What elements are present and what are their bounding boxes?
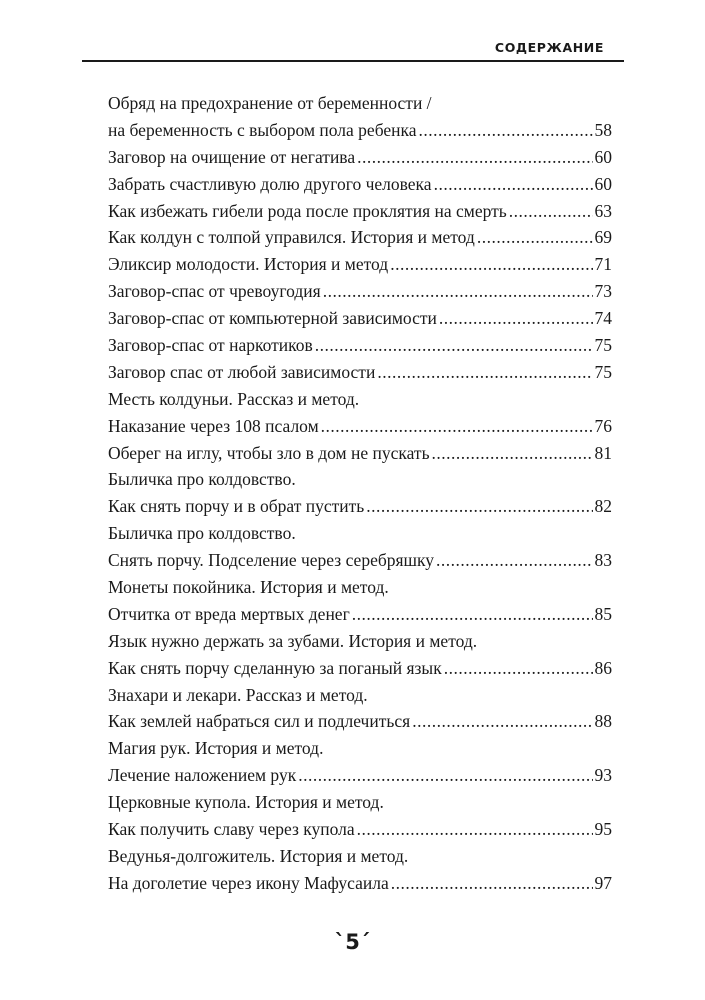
toc-entry-title: Оберег на иглу, чтобы зло в дом не пускать <box>108 442 430 463</box>
toc-entry[interactable] <box>108 816 612 843</box>
toc-entry-title: Лечение наложением рук <box>108 765 297 786</box>
dot-leader <box>434 171 593 198</box>
toc-entry[interactable] <box>108 413 612 440</box>
dot-leader <box>391 870 593 897</box>
toc-entry[interactable] <box>108 466 612 493</box>
toc-entry-title: Язык нужно держать за зубами. История и метод. <box>108 630 478 651</box>
toc-entry-page: 83 <box>594 550 612 571</box>
toc-entry[interactable] <box>108 493 612 520</box>
toc-entry[interactable] <box>108 843 612 870</box>
toc-entry[interactable] <box>108 224 612 251</box>
dot-leader <box>509 198 593 225</box>
toc-entry[interactable] <box>108 117 612 144</box>
toc-entry-page: 58 <box>594 119 612 140</box>
toc-entry-title: Быличка про колдовство. <box>108 469 296 490</box>
dot-leader <box>377 359 592 386</box>
dot-leader <box>366 493 592 520</box>
toc-entry-title: Заговор на очищение от негатива <box>108 146 356 167</box>
toc-entry-page: 93 <box>594 765 612 786</box>
toc-entry[interactable] <box>108 90 612 117</box>
toc-entry[interactable] <box>108 547 612 574</box>
toc-entry-page: 74 <box>594 308 612 329</box>
toc-entry[interactable] <box>108 870 612 897</box>
toc-entry-title: Монеты покойника. История и метод. <box>108 577 389 598</box>
toc-entry-title: Как землей набраться сил и подлечиться <box>108 711 411 732</box>
toc-entry-title: Ведунья-долгожитель. История и метод. <box>108 845 409 866</box>
dot-leader <box>412 708 592 735</box>
toc-entry[interactable] <box>108 359 612 386</box>
dot-leader <box>439 305 593 332</box>
toc-entry[interactable] <box>108 682 612 709</box>
toc-entry-page: 82 <box>594 496 612 517</box>
dot-leader <box>432 440 593 467</box>
dot-leader <box>357 144 592 171</box>
toc-entry[interactable] <box>108 574 612 601</box>
toc-entry-page: 60 <box>594 146 612 167</box>
toc-entry-page: 85 <box>594 603 612 624</box>
toc-entry[interactable] <box>108 386 612 413</box>
dot-leader <box>436 547 592 574</box>
toc-entry[interactable] <box>108 144 612 171</box>
dot-leader <box>352 601 593 628</box>
toc-entry-page: 76 <box>594 415 612 436</box>
toc-entry-title: Снять порчу. Подселение через серебряшку <box>108 550 435 571</box>
toc-entry-page: 75 <box>594 361 612 382</box>
dot-leader <box>298 762 592 789</box>
dot-leader <box>390 251 592 278</box>
dot-leader <box>419 117 593 144</box>
toc-entry-page: 60 <box>594 173 612 194</box>
toc-entry-title: Как снять порчу сделанную за поганый язык <box>108 657 442 678</box>
toc-entry[interactable] <box>108 789 612 816</box>
toc-entry-title: Магия рук. История и метод. <box>108 738 324 759</box>
table-of-contents <box>108 90 612 897</box>
toc-entry-title: Забрать счастливую долю другого человека <box>108 173 432 194</box>
toc-entry-title: Церковные купола. История и метод. <box>108 792 384 813</box>
toc-entry[interactable] <box>108 278 612 305</box>
dot-leader <box>315 332 593 359</box>
toc-entry-page: 73 <box>594 281 612 302</box>
toc-entry[interactable] <box>108 251 612 278</box>
dot-leader <box>444 655 593 682</box>
toc-entry-title: Как получить славу через купола <box>108 819 355 840</box>
dot-leader <box>323 278 593 305</box>
toc-entry-title: Знахари и лекари. Рассказ и метод. <box>108 684 368 705</box>
toc-entry-page: 63 <box>594 200 612 221</box>
toc-entry-title: Быличка про колдовство. <box>108 523 296 544</box>
toc-entry[interactable] <box>108 601 612 628</box>
toc-entry-title: Заговор спас от любой зависимости <box>108 361 376 382</box>
toc-entry[interactable] <box>108 735 612 762</box>
toc-entry-title: Наказание через 108 псалом <box>108 415 319 436</box>
toc-entry-title: Заговор-спас от компьютерной зависимости <box>108 308 437 329</box>
toc-entry-page: 95 <box>594 819 612 840</box>
toc-entry-page: 75 <box>594 335 612 356</box>
toc-entry-title: на беременность с выбором пола ребенка <box>108 119 417 140</box>
toc-entry-title: Обряд на предохранение от беременности / <box>108 93 432 113</box>
header-rule <box>82 60 624 62</box>
toc-entry-page: 88 <box>594 711 612 732</box>
toc-entry-page: 81 <box>594 442 612 463</box>
dot-leader <box>357 816 593 843</box>
toc-entry[interactable] <box>108 520 612 547</box>
toc-entry[interactable] <box>108 305 612 332</box>
toc-entry[interactable] <box>108 171 612 198</box>
toc-entry-title: Заговор-спас от чревоугодия <box>108 281 321 302</box>
toc-entry-title: Месть колдуньи. Рассказ и метод. <box>108 388 360 409</box>
toc-entry-title: Как колдун с толпой управился. История и метод <box>108 227 475 248</box>
toc-entry-title: Как избежать гибели рода после проклятия на смерть <box>108 200 507 221</box>
toc-entry[interactable] <box>108 440 612 467</box>
toc-entry-title: Как снять порчу и в обрат пустить <box>108 496 365 517</box>
header-title: СОДЕРЖАНИЕ <box>494 40 604 55</box>
toc-entry-title: Эликсир молодости. История и метод <box>108 254 389 275</box>
dot-leader <box>477 224 593 251</box>
toc-entry[interactable] <box>108 655 612 682</box>
toc-entry-title: Отчитка от вреда мертвых денег <box>108 603 350 624</box>
toc-entry-page: 71 <box>594 254 612 275</box>
toc-entry[interactable] <box>108 708 612 735</box>
toc-entry-page: 69 <box>594 227 612 248</box>
toc-entry[interactable] <box>108 762 612 789</box>
toc-entry[interactable] <box>108 198 612 225</box>
toc-entry-title: На доголетие через икону Мафусаила <box>108 872 389 893</box>
page-header <box>82 38 624 62</box>
dot-leader <box>321 413 593 440</box>
toc-entry[interactable] <box>108 332 612 359</box>
page-number: `5´ <box>334 930 371 954</box>
toc-entry-page: 97 <box>594 872 612 893</box>
toc-entry-title: Заговор-спас от наркотиков <box>108 335 313 356</box>
toc-entry[interactable] <box>108 628 612 655</box>
toc-entry-page: 86 <box>594 657 612 678</box>
